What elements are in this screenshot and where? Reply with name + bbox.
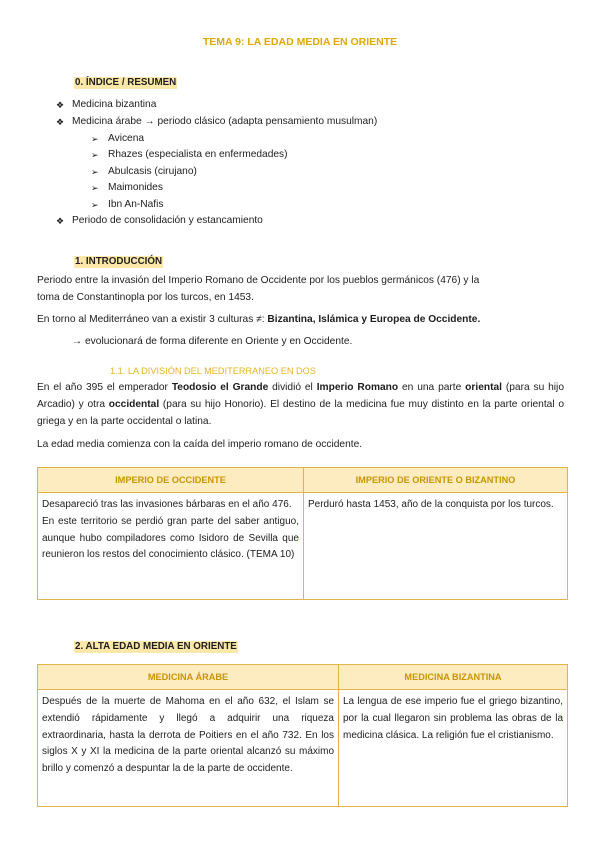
list-item: ❖ Medicina árabe → periodo clásico (adapta pensamiento musulman) [56, 116, 378, 127]
intro-paragraph-3: → evolucionará de forma diferente en Oriente y en Occidente. [72, 336, 353, 347]
intro-paragraph-2: En torno al Mediterráneo van a existir 3 culturas ≠: Bizantina, Islámica y Europea de Occidente. [37, 314, 481, 325]
table-cell: La lengua de ese imperio fue el griego bizantino, por la cual llegaron sin problema las obras de la medicina clásica. La religión fue el cristianismo. [339, 690, 568, 807]
page-title: TEMA 9: LA EDAD MEDIA EN ORIENTE [202, 36, 398, 48]
table-cell: Perduró hasta 1453, año de la conquista por los turcos. [304, 493, 568, 600]
table-header-cell: MEDICINA ÁRABE [38, 665, 339, 690]
section2-heading: 2. ALTA EDAD MEDIA EN ORIENTE [75, 641, 237, 652]
arrowhead-bullet-icon: ➢ [91, 167, 99, 177]
table-cell: Después de la muerte de Mahoma en el año 632, el Islam se extendió rápidamente y llegó a adquirir una riqueza extraordinaria, hasta la derrota de Poitiers en el año 732. En los siglos X y XI la medicina de la parte oriental alcanzó su máximo brillo y comenzó a despuntar la de la parte de occidente. [38, 690, 339, 807]
list-item: ➢ Rhazes (especialista en enfermedades) [91, 149, 288, 160]
table-header-cell: IMPERIO DE OCCIDENTE [38, 468, 304, 493]
list-item: ❖ Medicina bizantina [56, 99, 157, 110]
diamond-bullet-icon: ❖ [56, 216, 65, 226]
arrowhead-bullet-icon: ➢ [91, 134, 99, 144]
arrowhead-bullet-icon: ➢ [91, 183, 99, 193]
diamond-bullet-icon: ❖ [56, 117, 65, 127]
table-header-cell: MEDICINA BIZANTINA [339, 665, 568, 690]
table-cell: Desapareció tras las invasiones bárbaras en el año 476. En este territorio se perdió gran parte del saber antiguo, aunque hubo compiladores como Isidoro de Sevilla que reunieron los restos del conocimiento clásico. (TEMA 10) [38, 493, 304, 600]
diamond-bullet-icon: ❖ [56, 100, 65, 110]
list-item: ➢ Avicena [91, 133, 145, 144]
list-item: ➢ Maimonides [91, 182, 163, 193]
intro-paragraph-4: En el año 395 el emperador Teodosio el Grande dividió el Imperio Romano en una parte oriental (para su hijo Arcadio) y otra occidental (para su hijo Honorio). El destino de la medicina fue muy distinto en la parte oriental o griega y en la parte occidental o latina. [37, 382, 564, 427]
table-row [38, 690, 568, 807]
list-item: ➢ Abulcasis (cirujano) [91, 166, 197, 177]
list-item: ❖ Periodo de consolidación y estancamiento [56, 215, 263, 226]
medicine-table [37, 664, 568, 807]
list-item: ➢ Ibn An-Nafis [91, 199, 164, 210]
table-header-row [38, 665, 568, 690]
index-heading: 0. ÍNDICE / RESUMEN [75, 77, 177, 88]
intro-paragraph-1: Periodo entre la invasión del Imperio Romano de Occidente por los pueblos germánicos (476) y la toma de Constantinopla por los turcos, en 1453. [37, 275, 480, 303]
table-row [38, 493, 568, 600]
table-header-row [38, 468, 568, 493]
table-header-cell: IMPERIO DE ORIENTE O BIZANTINO [304, 468, 568, 493]
subsection-heading: 1.1. LA DIVISIÓN DEL MEDITERRANEO EN DOS [110, 366, 316, 376]
intro-paragraph-5: La edad media comienza con la caída del imperio romano de occidente. [37, 439, 363, 450]
arrowhead-bullet-icon: ➢ [91, 200, 99, 210]
empires-table [37, 467, 568, 600]
intro-heading: 1. INTRODUCCIÓN [75, 256, 163, 267]
arrowhead-bullet-icon: ➢ [91, 150, 99, 160]
